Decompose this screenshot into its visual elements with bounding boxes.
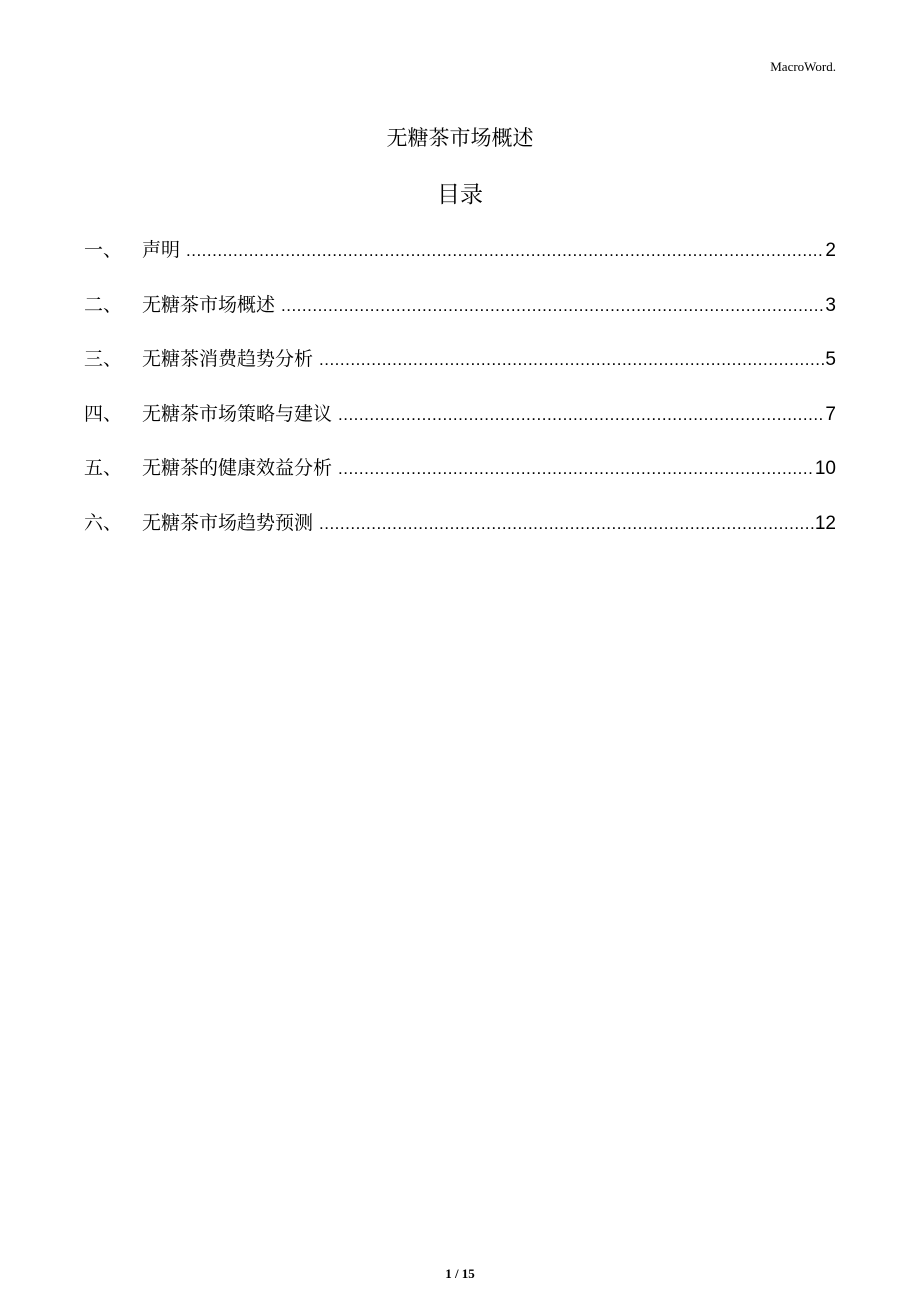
toc-entry-page: 7 (825, 403, 836, 425)
toc-entry-number: 五、 (84, 457, 123, 479)
page-indicator: 1 / 15 (445, 1266, 475, 1281)
toc-dot-leader (281, 292, 824, 320)
toc-entry-6[interactable] (84, 509, 836, 564)
toc-entry-page: 10 (814, 458, 836, 479)
toc-entry-2[interactable] (84, 291, 836, 346)
toc-entry-number: 四、 (84, 402, 123, 425)
toc-dot-leader (319, 346, 824, 374)
toc-entry-title: 无糖茶市场趋势预测 (142, 511, 314, 534)
toc-entry-number: 三、 (84, 348, 123, 370)
toc-entry-3[interactable] (84, 345, 836, 400)
toc-entry-title: 声明 (142, 239, 181, 261)
toc-heading: 目录 (437, 182, 483, 208)
document-title: 无糖茶市场概述 (386, 126, 534, 150)
toc-entry-title: 无糖茶的健康效益分析 (142, 457, 333, 479)
toc-dot-leader (186, 237, 824, 265)
toc-entry-number: 二、 (84, 293, 123, 316)
toc-dot-leader (338, 401, 824, 429)
toc-entry-4[interactable] (84, 400, 836, 455)
toc-entry-title: 无糖茶市场策略与建议 (142, 402, 333, 425)
toc-entry-number: 一、 (84, 239, 123, 261)
toc-entry-page: 3 (825, 294, 836, 316)
toc-dot-leader (338, 455, 814, 483)
toc-entry-5[interactable] (84, 454, 836, 509)
toc-entry-page: 12 (814, 512, 836, 534)
toc-entry-1[interactable] (84, 236, 836, 291)
toc-entry-page: 5 (825, 349, 836, 370)
toc-entry-number: 六、 (84, 511, 123, 534)
toc-entry-page: 2 (825, 240, 836, 261)
table-of-contents (84, 236, 836, 563)
toc-entry-title: 无糖茶市场概述 (142, 293, 276, 316)
header-label: MacroWord. (770, 59, 836, 74)
toc-dot-leader (319, 510, 814, 538)
toc-entry-title: 无糖茶消费趋势分析 (142, 348, 314, 370)
